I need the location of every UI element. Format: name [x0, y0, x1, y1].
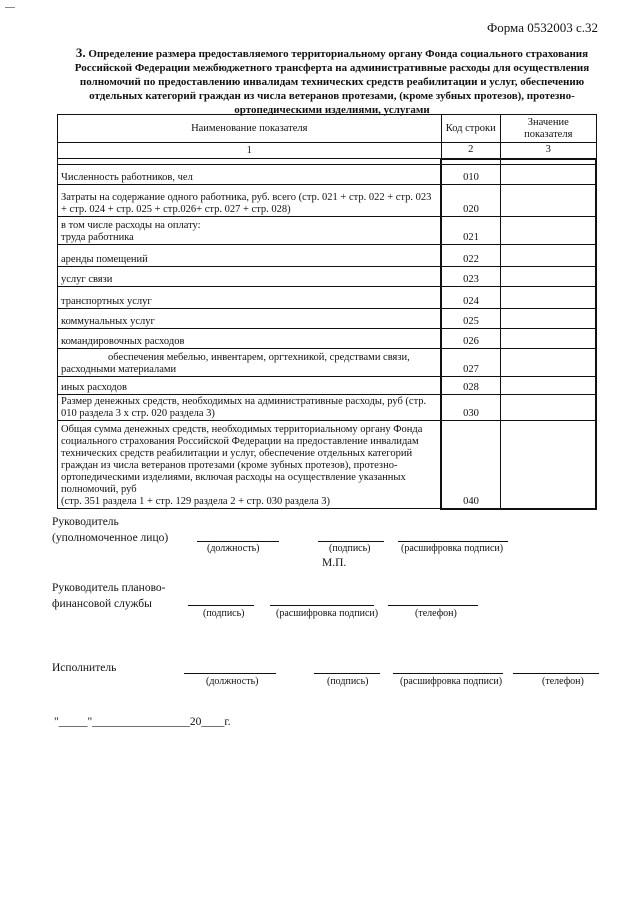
header-code: Код строки [441, 115, 501, 143]
finance-signature-caption: (подпись) [203, 608, 245, 619]
table-row [58, 377, 597, 395]
executor-signature-caption: (подпись) [327, 676, 369, 687]
row-name: иных расходов [58, 377, 442, 395]
finance-name-line[interactable] [270, 605, 374, 606]
head-signature-caption: (подпись) [329, 543, 371, 554]
finance-label: Руководитель планово- финансовой службы [52, 582, 166, 610]
row-code: 025 [441, 309, 501, 329]
finance-phone-caption: (телефон) [415, 608, 457, 619]
executor-name-caption: (расшифровка подписи) [400, 676, 503, 687]
executor-signature-line[interactable] [314, 673, 380, 674]
row-code: 021 [441, 217, 501, 245]
table-row [58, 287, 597, 309]
row-value-cell[interactable] [501, 185, 597, 217]
form-id: Форма 0532003 с.32 [486, 20, 598, 35]
head-signature-line[interactable] [318, 541, 384, 542]
head-position-line[interactable] [197, 541, 279, 542]
head-position-caption: (должность) [207, 543, 260, 554]
section-number: 3. [75, 45, 86, 60]
head-name-line[interactable] [398, 541, 508, 542]
executor-name-line[interactable] [393, 673, 503, 674]
table-row [58, 267, 597, 287]
table-row [58, 395, 597, 421]
table-row [58, 217, 597, 245]
row-value-cell[interactable] [501, 395, 597, 421]
row-value-cell[interactable] [501, 421, 597, 509]
row-code: 022 [441, 245, 501, 267]
executor-phone-caption: (телефон) [542, 676, 584, 687]
executor-label: Исполнитель [52, 662, 117, 674]
row-code: 027 [441, 349, 501, 377]
table-row [58, 185, 597, 217]
table-row [58, 349, 597, 377]
table-row [58, 309, 597, 329]
row-code: 020 [441, 185, 501, 217]
executor-position-line[interactable] [184, 673, 276, 674]
row-value-cell[interactable] [501, 267, 597, 287]
row-name: в том числе расходы на оплату: труда работника [58, 217, 442, 245]
executor-phone-line[interactable] [513, 673, 599, 674]
row-value-cell[interactable] [501, 287, 597, 309]
row-value-cell[interactable] [501, 377, 597, 395]
row-value-cell[interactable] [501, 349, 597, 377]
row-value-cell[interactable] [501, 329, 597, 349]
table-row [58, 245, 597, 267]
table-row [58, 421, 597, 509]
header-name: Наименование показателя [58, 115, 442, 143]
section-title: Определение размера предоставляемого территориальному органу Фонда социального страхования Российской Федерации межбюджетного трансферта на административные расходы для осуществления полномочий по предоставлению инвалидам технических средств реабилитации и услуг, обеспечению отдельных категорий граждан из числа ветеранов протезами, (кроме зубных протезов), протезно-ортопедическими изделиями, услугами [74, 48, 590, 116]
row-code: 030 [441, 395, 501, 421]
scan-mark [5, 7, 15, 8]
header-value: Значение показателя [501, 115, 597, 143]
row-value-cell[interactable] [501, 245, 597, 267]
row-name: Численность работников, чел [58, 165, 442, 185]
row-code: 040 [441, 421, 501, 509]
finance-name-caption: (расшифровка подписи) [276, 608, 379, 619]
col-number-3: 3 [501, 143, 597, 159]
date-line[interactable]: "_____"_________________20____г. [54, 716, 231, 728]
row-name: обеспечения мебелью, инвентарем, оргтехникой, средствами связи, расходными материалами [58, 349, 442, 377]
row-value-cell[interactable] [501, 309, 597, 329]
row-name: Общая сумма денежных средств, необходимых территориальному органу Фонда социального страхования Российской Федерации на предоставление инвалидам технических средств реабилитации и услуг, обеспечение отдельных категорий граждан из числа ветеранов протезами (кроме зубных протезов), протезно-ортопедическими изделиями, включая расходы на осуществление указанных полномочий, руб (стр. 351 раздела 1 + стр. 129 раздела 2 + стр. 030 раздела 3) [58, 421, 442, 509]
table-row [58, 329, 597, 349]
row-code: 024 [441, 287, 501, 309]
row-name: аренды помещений [58, 245, 442, 267]
row-code: 026 [441, 329, 501, 349]
executor-position-caption: (должность) [206, 676, 259, 687]
row-value-cell[interactable] [501, 217, 597, 245]
finance-signature-line[interactable] [188, 605, 254, 606]
row-name: командировочных расходов [58, 329, 442, 349]
row-code: 010 [441, 165, 501, 185]
row-value-cell[interactable] [501, 165, 597, 185]
head-name-caption: (расшифровка подписи) [401, 543, 504, 554]
stamp-place: М.П. [322, 557, 347, 569]
row-name: Затраты на содержание одного работника, руб. всего (стр. 021 + стр. 022 + стр. 023 + стр. 024 + стр. 025 + стр.026+ стр. 027 + стр. 028) [58, 185, 442, 217]
row-name: транспортных услуг [58, 287, 442, 309]
indicators-table [57, 114, 597, 510]
section-heading [52, 46, 612, 117]
col-number-1: 1 [58, 143, 442, 159]
finance-phone-line[interactable] [388, 605, 478, 606]
row-name: услуг связи [58, 267, 442, 287]
row-code: 028 [441, 377, 501, 395]
head-label: Руководитель (уполномоченное лицо) [52, 516, 169, 544]
row-name: Размер денежных средств, необходимых на административные расходы, руб (стр. 010 раздела 3 х стр. 020 раздела 3) [58, 395, 442, 421]
table-row [58, 165, 597, 185]
row-code: 023 [441, 267, 501, 287]
col-number-2: 2 [441, 143, 501, 159]
row-name: коммунальных услуг [58, 309, 442, 329]
